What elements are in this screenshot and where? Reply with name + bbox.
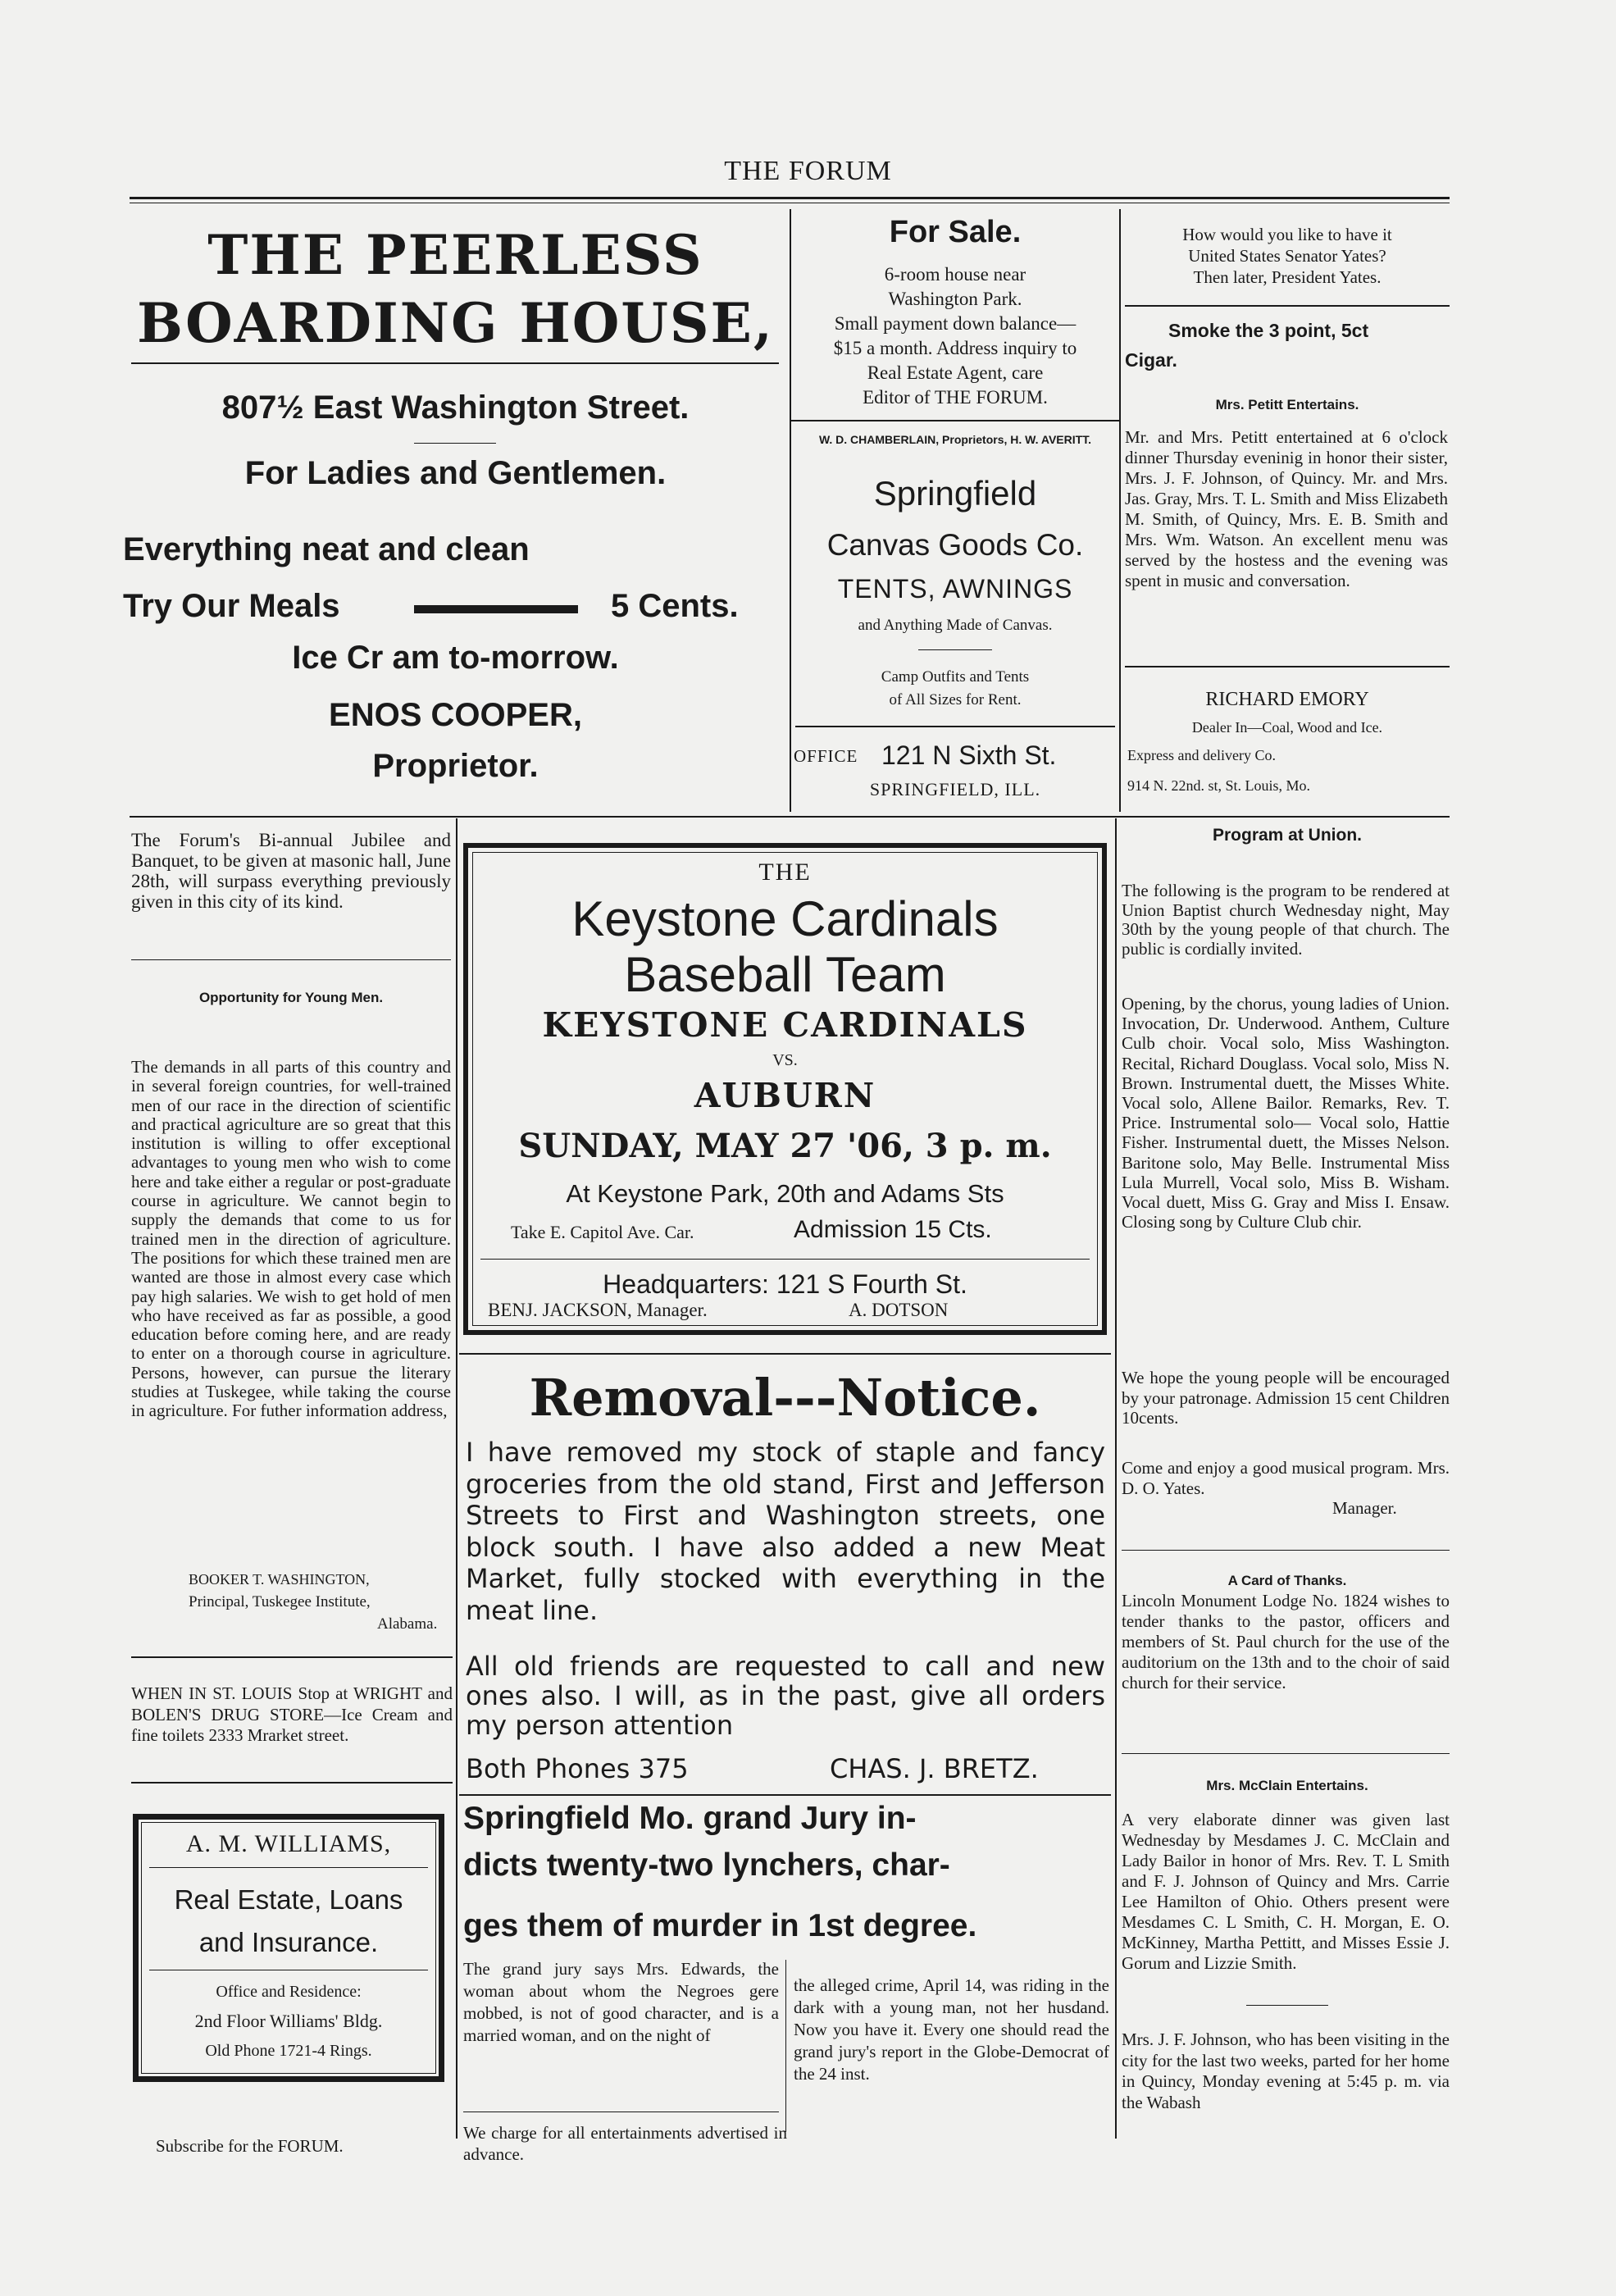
opportunity-signature: Principal, Tuskegee Institute, <box>189 1593 371 1610</box>
section-rule <box>1125 305 1450 307</box>
emory-line: Dealer In—Coal, Wood and Ice. <box>1191 719 1383 736</box>
for-sale-line: Real Estate Agent, care <box>867 362 1044 383</box>
canvas-camp: of All Sizes for Rent. <box>889 691 1022 708</box>
petitt-body: Mr. and Mrs. Petitt entertained at 6 o'clock dinner Thursday eveninig in honor their sister, Mrs. J. F. Johnson, of Quincy. Mr. and Mrs. Jas. Gray, Mrs. T. L. Smith and Miss Elizabeth M. Smith, of Quincy, Mrs. E. B. Smith and Mrs. Wm. Watson. An excellent menu was served by the hostess and the evening was spent in music and conversation. <box>1125 427 1448 590</box>
canvas-tents: TENTS, AWNINGS <box>837 574 1073 604</box>
canvas-rule <box>918 649 992 650</box>
smoke-ad: Smoke the 3 point, 5ct <box>1168 320 1369 341</box>
baseball-admission: Admission 15 Cts. <box>794 1216 992 1243</box>
opportunity-body: The demands in all parts of this country and in several foreign countries, for well-trained men of our race in the direction of scientific and practical agriculture are so great that this institution is willing to offer exceptional advantages to young men who wish to come here and take either a regular or post-graduate course in agriculture. We cannot begin to supply the demands that come to us for trained men in the direction of agriculture. The positions for which these trained men are wanted are those in almost every case which pay high salaries. We wish to get hold of men who have received as far as possible, a good education before coming here, and are ready to enter on a thorough course in agriculture. Persons, however, can pursue the literary studies at Tuskegee, while taking the course in agriculture. For futher information address, <box>131 1057 451 1421</box>
section-rule <box>1122 1753 1450 1754</box>
williams-name: A. M. WILLIAMS, <box>185 1830 392 1857</box>
baseball-team1: KEYSTONE CARDINALS <box>542 1005 1028 1045</box>
canvas-office-city: SPRINGFIELD, ILL. <box>869 779 1041 800</box>
williams-line: Real Estate, Loans <box>174 1884 403 1915</box>
jubilee-notice: The Forum's Bi-annual Jubilee and Banquet, to be given at masonic hall, June 28th, will surpass everything previously given in this city of its kind. <box>131 830 451 912</box>
section-rule <box>131 1782 453 1784</box>
union-head: Program at Union. <box>1212 826 1363 845</box>
yates-line: United States Senator Yates? <box>1188 246 1386 266</box>
baseball-place: At Keystone Park, 20th and Adams Sts <box>566 1179 1004 1208</box>
union-closing: We hope the young people will be encouraged by your patronage. Admission 15 cent Children 10cents. <box>1122 1368 1450 1428</box>
column-rule <box>1115 818 1117 2139</box>
ad-address: 807½ East Washington Street. <box>221 390 690 426</box>
section-rule <box>1246 2005 1328 2006</box>
canvas-anything: and Anything Made of Canvas. <box>858 617 1053 634</box>
entertainment-notice: We charge for all entertainments advertised in advance. <box>463 2123 787 2164</box>
ad-title: THE PEERLESS <box>207 223 703 287</box>
removal-body: I have removed my stock of staple and fancy groceries from the old stand, First and Jefferson Streets to First and Washington streets, one block south. I have also added a new Meat Market, fully stocked with everything in the meat line. <box>466 1437 1105 1626</box>
page-masthead: THE FORUM <box>724 156 892 186</box>
masthead-rule <box>130 197 1450 199</box>
stlouis-ad: WHEN IN ST. LOUIS Stop at WRIGHT and BOLEN'S DRUG STORE—Ice Cream and fine toilets 2333 Mrarket street. <box>131 1683 453 1745</box>
section-rule <box>1122 1550 1450 1551</box>
section-rule <box>459 1794 1111 1796</box>
ad-meals: Try Our Meals <box>123 588 340 624</box>
petitt-head: Mrs. Petitt Entertains. <box>1215 397 1359 412</box>
section-rule <box>1125 666 1450 667</box>
removal-phones: Both Phones 375 <box>466 1753 689 1784</box>
jury-column: The grand jury says Mrs. Edwards, the woman about whom the Negroes gere mobbed, is not of good character, and is a married woman, and on the night of <box>463 1959 779 2045</box>
column-rule <box>456 818 457 2139</box>
emory-line: Express and delivery Co. <box>1127 747 1276 763</box>
column-rule <box>785 1960 786 2132</box>
canvas-office-label: OFFICE <box>794 746 858 766</box>
smoke-ad: Cigar. <box>1125 349 1177 371</box>
ad-role: Proprietor. <box>372 748 539 784</box>
baseball-title: Keystone Cardinals <box>571 891 999 946</box>
baseball-vs: VS. <box>772 1051 798 1069</box>
opportunity-head: Opportunity for Young Men. <box>198 990 384 1005</box>
section-rule <box>459 1353 1111 1355</box>
williams-office: Old Phone 1721-4 Rings. <box>205 2042 372 2060</box>
ad-ice: Ice Cr am to-morrow. <box>292 640 619 676</box>
section-rule <box>130 816 1450 818</box>
mcclain-head: Mrs. McClain Entertains. <box>1206 1778 1368 1793</box>
ad-for: For Ladies and Gentlemen. <box>244 455 667 491</box>
union-program: Opening, by the chorus, young ladies of Union. Invocation, Dr. Underwood. Anthem, Culture Culb choir. Vocal solo, Miss Washington. Recital, Richard Douglass. Vocal solo, Miss N. Brown. Instrumental duett, the Misses White. Vocal solo, Allene Bailor. Remarks, Rev. T. Price. Instrumental solo— Vocal solo, Hattie Fisher. Instrumental duett, the Misses Nelson. Baritone solo, May Belle. Instrumental Miss Lula Murrell, Vocal solo, Miss B. Wisham. Vocal duett, Miss G. Gray and Miss I. Ensaw. Closing song by Culture Club chir. <box>1122 994 1450 1232</box>
meals-leader <box>414 605 578 613</box>
canvas-proprietors: W. D. CHAMBERLAIN, Proprietors, H. W. AVERITT. <box>818 433 1092 446</box>
baseball-hq: Headquarters: 121 S Fourth St. <box>603 1269 967 1299</box>
canvas-camp: Camp Outfits and Tents <box>881 668 1030 686</box>
opportunity-signature: Alabama. <box>377 1615 438 1633</box>
emory-name: RICHARD EMORY <box>1205 689 1369 710</box>
removal-body: All old friends are requested to call and new ones also. I will, as in the past, give all orders my person attention <box>466 1651 1105 1741</box>
for-sale-title: For Sale. <box>889 215 1022 249</box>
johnson-body: Mrs. J. F. Johnson, who has been visiting in the city for the last two weeks, parted for her home in Quincy, Monday evening at 5:45 p. m. via the Wabash <box>1122 2029 1450 2112</box>
williams-rule <box>149 1867 428 1868</box>
removal-sign: CHAS. J. BRETZ. <box>830 1753 1039 1784</box>
subscribe-line: Subscribe for the FORUM. <box>156 2136 344 2156</box>
for-sale-line: Small payment down balance— <box>834 313 1077 334</box>
ad-rule <box>414 443 496 444</box>
ad-price: 5 Cents. <box>611 588 739 624</box>
baseball-the: THE <box>758 859 812 886</box>
baseball-car: Take E. Capitol Ave. Car. <box>511 1222 694 1242</box>
baseball-manager: BENJ. JACKSON, Manager. <box>488 1300 708 1320</box>
baseball-date: SUNDAY, MAY 27 '06, 3 p. m. <box>518 1127 1052 1165</box>
jury-headline: dicts twenty-two lynchers, char- <box>463 1847 950 1883</box>
ad-rule <box>131 362 779 364</box>
canvas-company: Canvas Goods Co. <box>826 528 1084 562</box>
emory-line: 914 N. 22nd. st, St. Louis, Mo. <box>1127 777 1311 794</box>
jury-headline: Springfield Mo. grand Jury in- <box>463 1801 917 1836</box>
canvas-city: Springfield <box>873 474 1037 512</box>
for-sale-line: $15 a month. Address inquiry to <box>833 338 1077 358</box>
thanks-body: Lincoln Monument Lodge No. 1824 wishes to tender thanks to the pastor, officers and members of St. Paul church for the use of the auditorium on the 13th and to the choir of said church for their service. <box>1122 1591 1450 1692</box>
column-rule <box>1119 209 1121 812</box>
ad-title: BOARDING HOUSE, <box>137 291 774 355</box>
section-rule <box>131 959 451 960</box>
opportunity-signature: BOOKER T. WASHINGTON, <box>189 1571 370 1588</box>
baseball-team2: AUBURN <box>694 1076 876 1115</box>
yates-line: Then later, President Yates. <box>1193 267 1382 287</box>
williams-office: Office and Residence: <box>216 1983 362 2001</box>
jury-headline: ges them of murder in 1st degree. <box>463 1908 977 1943</box>
for-sale-line: 6-room house near <box>884 264 1027 285</box>
removal-title: Removal---Notice. <box>529 1368 1041 1428</box>
williams-line: and Insurance. <box>198 1927 379 1957</box>
baseball-rule <box>480 1259 1090 1260</box>
baseball-dotson: A. DOTSON <box>849 1300 949 1320</box>
section-rule <box>131 1656 453 1658</box>
canvas-rule <box>795 726 1115 727</box>
baseball-title: Baseball Team <box>624 947 946 1002</box>
yates-line: How would you like to have it <box>1182 225 1392 244</box>
thanks-head: A Card of Thanks. <box>1227 1573 1347 1588</box>
union-manager: Manager. <box>1332 1498 1397 1518</box>
ad-name: ENOS COOPER, <box>329 697 582 733</box>
section-rule <box>791 420 1119 421</box>
canvas-office-address: 121 N Sixth St. <box>881 740 1057 770</box>
mcclain-body: A very elaborate dinner was given last Wednesday by Mesdames J. C. McClain and Lady Bailor in honor of Mrs. Rev. T. L Smith and F. J. Johnson of Quincy and Mrs. Carrie Lee Hamilton of Ohio. Others present were Mesdames C. L Smith, C. H. Morgan, E. O. McKinney, Martha Pettitt, and Misses Essie J. Gorum and Lizzie Smith. <box>1122 1810 1450 1973</box>
union-body: The following is the program to be rendered at Union Baptist church Wednesday night, May 30th by the young people of that church. The public is cordially invited. <box>1122 881 1450 959</box>
for-sale-line: Washington Park. <box>888 289 1022 309</box>
ad-neat: Everything neat and clean <box>123 531 530 567</box>
williams-office: 2nd Floor Williams' Bldg. <box>194 2011 383 2031</box>
union-closing: Come and enjoy a good musical program. Mrs. D. O. Yates. <box>1122 1458 1450 1498</box>
jury-column: the alleged crime, April 14, was riding in the dark with a young man, not her husdand. Now you have it. Every one should read the grand jury's report in the Globe-Democrat of the 24 inst. <box>794 1975 1109 2084</box>
for-sale-line: Editor of THE FORUM. <box>863 387 1048 408</box>
